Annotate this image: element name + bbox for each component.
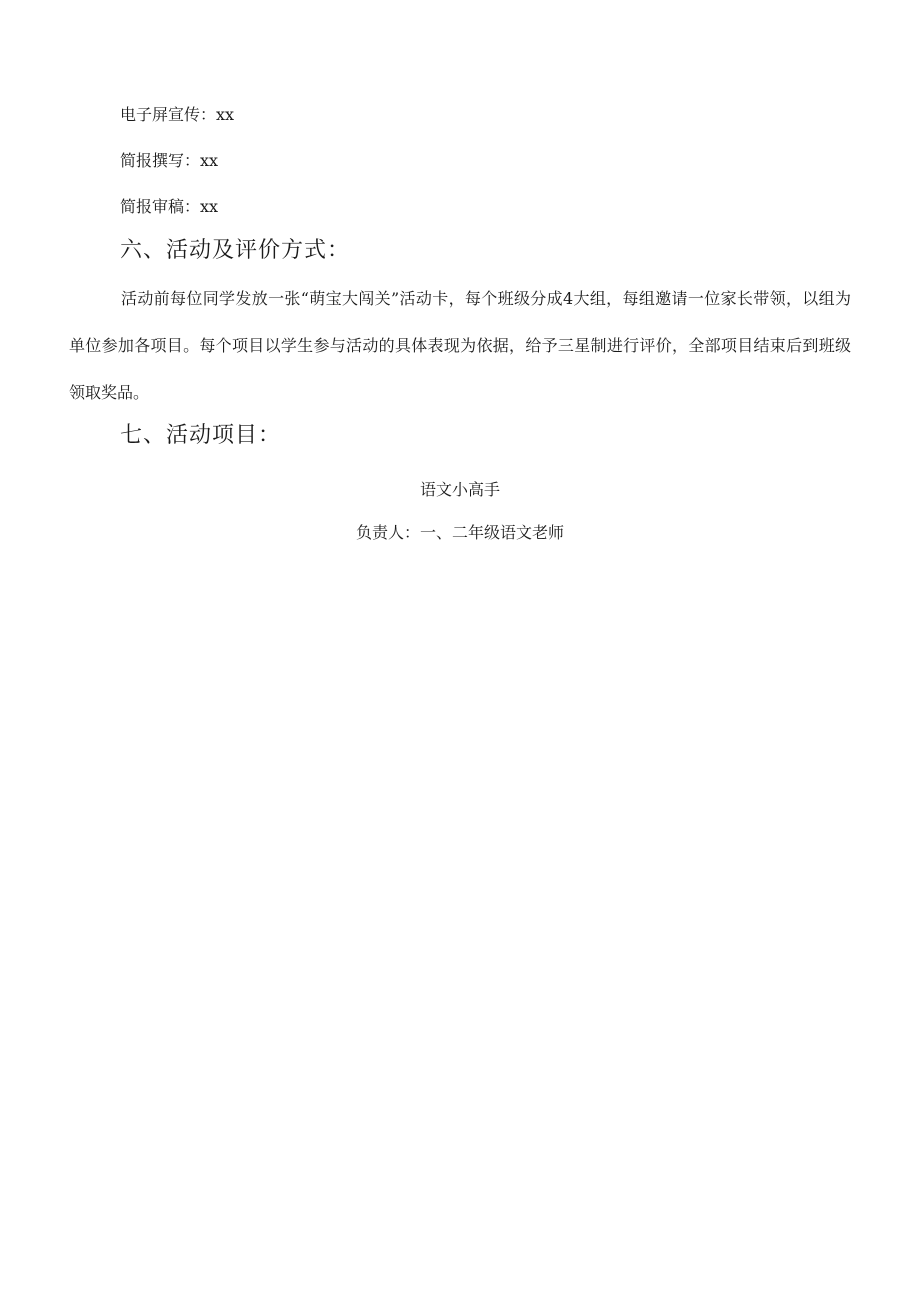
section-6-paragraph: 活动前每位同学发放一张“萌宝大闯关”活动卡，每个班级分成4大组，每组邀请一位家长带领，以组为单位参加各项目。每个项目以学生参与活动的具体表现为依据，给予三星制进行评价，全部项目结束后到班级领取奖品。 <box>69 289 851 402</box>
item-title: 语文小高手 <box>419 480 500 499</box>
item-owner: 负责人：一、二年级语文老师 <box>355 523 564 542</box>
staff-role: 简报审稿： <box>120 197 201 216</box>
staff-person: xx <box>200 151 219 170</box>
staff-person: xx <box>216 105 235 124</box>
section-6-heading: 六、活动及评价方式： <box>120 238 351 263</box>
staff-role: 简报撰写： <box>120 151 201 170</box>
staff-role: 电子屏宣传： <box>120 105 217 124</box>
staff-line-screen-publicity <box>120 103 234 127</box>
staff-line-brief-writing <box>120 149 218 173</box>
staff-line-brief-review <box>120 195 218 219</box>
staff-person: xx <box>200 197 219 216</box>
section-7-heading: 七、活动项目： <box>120 423 282 448</box>
